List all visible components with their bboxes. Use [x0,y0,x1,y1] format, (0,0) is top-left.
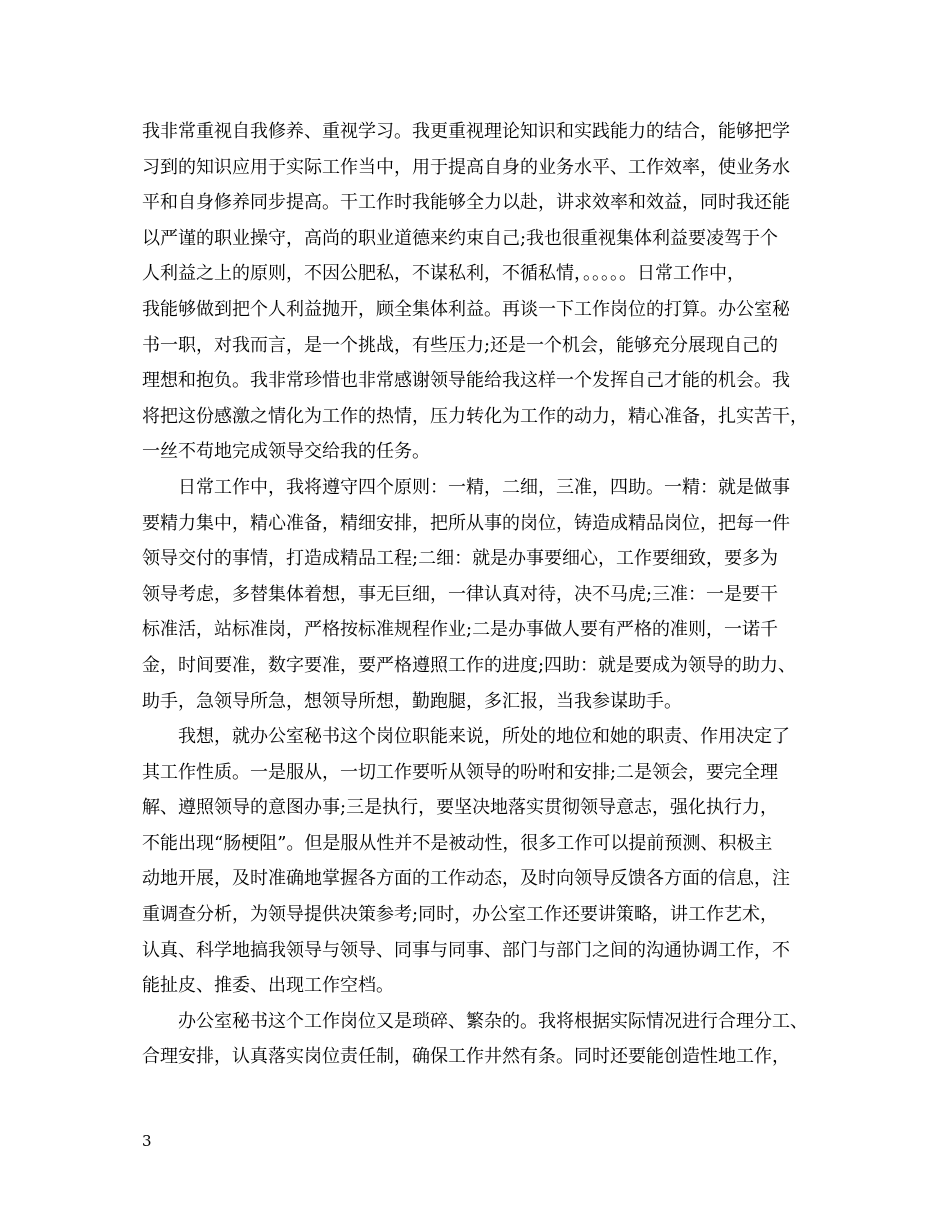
text-line: 以严谨的职业操守，高尚的职业道德来约束自己;我也很重视集体利益要凌驾于个 [142,227,779,249]
text-line: 将把这份感激之情化为工作的热情，压力转化为工作的动力，精心准备，扎实苦干， [142,405,808,427]
text-line: 助手，急领导所急，想领导所想，勤跑腿，多汇报，当我参谋助手。 [142,690,682,712]
text-line: 习到的知识应用于实际工作当中，用于提高自身的业务水平、工作效率，使业务水 [142,156,790,178]
text-line: 领导交付的事情，打造成精品工程;二细：就是办事要细心，工作要细致，要多为 [142,548,779,570]
text-line: 我非常重视自我修养、重视学习。我更重视理论知识和实践能力的结合，能够把学 [142,121,790,142]
text-line: 平和自身修养同步提高。干工作时我能够全力以赴，讲求效率和效益，同时我还能 [142,192,790,214]
text-line: 一丝不苟地完成领导交给我的任务。 [142,441,430,463]
text-line: 我想，就办公室秘书这个岗位职能来说，所处的地位和她的职责、作用决定了 [142,726,790,748]
page-number: 3 [142,1132,152,1150]
text-line: 解、遵照领导的意图办事;三是执行，要坚决地落实贯彻领导意志，强化执行力， [142,797,779,819]
text-line: 能扯皮、推委、出现工作空档。 [142,975,394,997]
text-line: 重调查分析，为领导提供决策参考;同时，办公室工作还要讲策略，讲工作艺术， [142,904,779,926]
text-line: 领导考虑，多替集体着想，事无巨细，一律认真对待，决不马虎;三准：一是要干 [142,583,779,605]
text-line: 理想和抱负。我非常珍惜也非常感谢领导能给我这样一个发挥自己才能的机会。我 [142,370,790,392]
text-line: 动地开展，及时准确地掌握各方面的工作动态，及时向领导反馈各方面的信息，注 [142,868,790,890]
text-line: 不能出现“肠梗阻”。但是服从性并不是被动性，很多工作可以提前预测、积极主 [142,832,773,854]
text-line: 金，时间要准，数字要准，要严格遵照工作的进度;四助：就是要成为领导的助力、 [142,654,797,676]
text-line: 书一职，对我而言，是一个挑战，有些压力;还是一个机会，能够充分展现自己的 [142,334,779,356]
text-line: 人利益之上的原则，不因公肥私，不谋私利，不循私情，。。。。。日常工作中， [142,263,745,285]
text-line: 其工作性质。一是服从，一切工作要听从领导的吩咐和安排;二是领会，要完全理 [142,761,779,783]
text-line: 日常工作中，我将遵守四个原则：一精，二细，三准，四助。一精：就是做事 [142,476,790,498]
text-line: 标准活，站标准岗，严格按标准规程作业;二是办事做人要有严格的准则，一诺千 [142,619,779,641]
text-line: 我能够做到把个人利益抛开，顾全集体利益。再谈一下工作岗位的打算。办公室秘 [142,298,790,320]
text-line: 合理安排，认真落实岗位责任制，确保工作井然有条。同时还要能创造性地工作， [142,1046,790,1068]
body-text [142,114,824,1075]
text-line: 要精力集中，精心准备，精细安排，把所从事的岗位，铸造成精品岗位，把每一件 [142,512,790,534]
text-line: 办公室秘书这个工作岗位又是琐碎、繁杂的。我将根据实际情况进行合理分工、 [142,1010,808,1032]
text-line: 认真、科学地搞我领导与领导、同事与同事、部门与部门之间的沟通协调工作，不 [142,939,790,961]
